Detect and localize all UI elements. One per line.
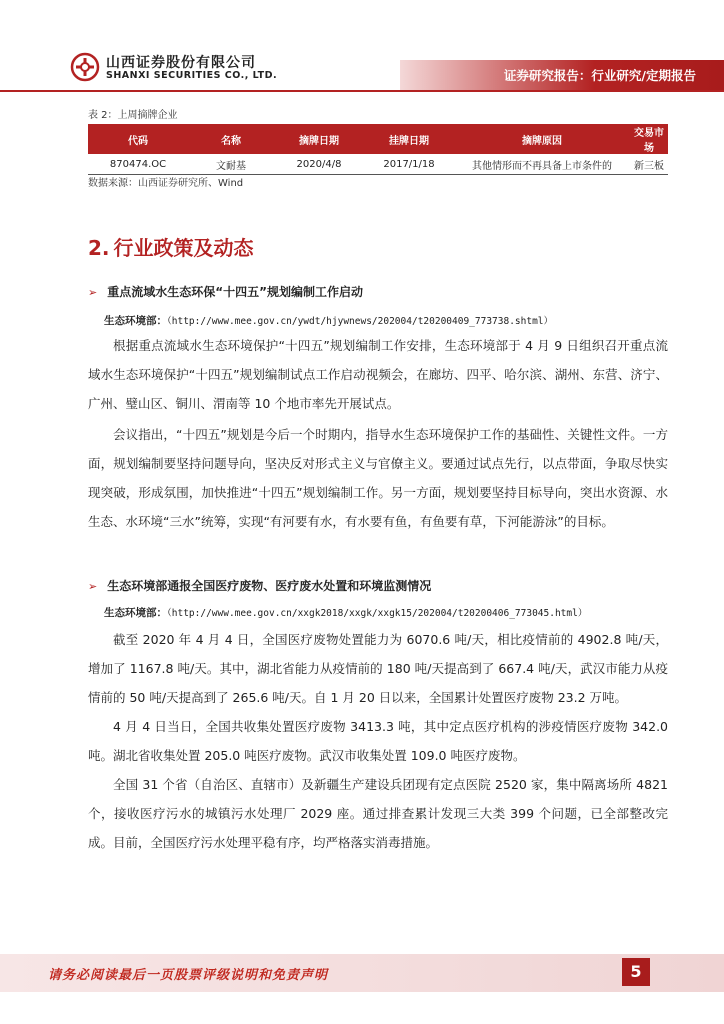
page-header xyxy=(0,0,724,100)
col-name: 名称 xyxy=(188,124,274,154)
bullet-arrow-icon: ➢ xyxy=(88,580,98,593)
report-type: 证券研究报告：行业研究/定期报告 xyxy=(503,68,696,83)
source-link[interactable]: （http://www.mee.gov.cn/ywdt/hjywnews/202004/t20200409_773738.shtml） xyxy=(167,316,554,327)
news-title-2: ➢ 生态环境部通报全国医疗废物、医疗废水处置和环境监测情况 xyxy=(88,579,432,593)
cell-delist-date: 2020/4/8 xyxy=(274,154,364,175)
header-divider xyxy=(0,90,724,92)
paragraph: 会议指出，“十四五”规划是今后一个时期内，指导水生态环境保护工作的基础性、关键性文件。一方面，规划编制要坚持问题导向，坚决反对形式主义与官僚主义。要通过试点先行，以点带面，争取尽快实现突破，形成氛围，加快推进“十四五”规划编制工作。另一方面，规划要坚持目标导向，突出水资源、水生态、水环境“三水”统筹，实现“有河要有水，有水要有鱼，有鱼要有草，下河能游泳”的目标。 xyxy=(88,427,668,529)
news-title-1: ➢ 重点流域水生态环保“十四五”规划编制工作启动 xyxy=(88,285,363,299)
table-row xyxy=(88,154,668,175)
cell-reason: 其他情形而不再具备上市条件的 xyxy=(454,154,630,175)
col-market: 交易市场 xyxy=(630,124,668,154)
paragraph: 截至 2020 年 4 月 4 日，全国医疗废物处置能力为 6070.6 吨/天，相比疫情前的 4902.8 吨/天，增加了 1167.8 吨/天。其中，湖北省能力从疫情前的 180 吨/天提高到了 667.4 吨/天，武汉市能力从疫情前的 50 吨/天提高到了 265.6 吨/天。自 1 月 20 日以来，全国累计处置医疗废物 23.2 万吨。 xyxy=(88,632,668,705)
section-title: 行业政策及动态 xyxy=(113,236,254,260)
delisted-table xyxy=(88,124,668,175)
paragraph: 全国 31 个省（自治区、直辖市）及新疆生产建设兵团现有定点医院 2520 家，集中隔离场所 4821 个，接收医疗污水的城镇污水处理厂 2029 座。通过排查累计发现三大类 399 个问题，已全部整改完成。目前，全国医疗污水处理平稳有序，均严格落实消毒措施。 xyxy=(88,777,668,850)
table-header-row xyxy=(88,124,668,154)
section-number: 2. xyxy=(88,236,110,260)
page-number: 5 xyxy=(622,958,650,986)
source-link[interactable]: （http://www.mee.gov.cn/xxgk2018/xxgk/xxgk15/202004/t20200406_773045.html） xyxy=(167,608,588,619)
section-heading xyxy=(88,232,254,261)
paragraph: 4 月 4 日当日，全国共收集处置医疗废物 3413.3 吨，其中定点医疗机构的涉疫情医疗废物 342.0 吨。湖北省收集处置 205.0 吨医疗废物。武汉市收集处置 109.0 吨医疗废物。 xyxy=(88,719,668,763)
cell-code: 870474.OC xyxy=(88,154,188,175)
company-logo-icon xyxy=(70,52,100,82)
disclaimer: 请务必阅读最后一页股票评级说明和免责声明 xyxy=(48,968,329,983)
cell-name: 文耐基 xyxy=(188,154,274,175)
col-code: 代码 xyxy=(88,124,188,154)
bullet-arrow-icon: ➢ xyxy=(88,286,98,299)
col-list-date: 挂牌日期 xyxy=(364,124,454,154)
cell-list-date: 2017/1/18 xyxy=(364,154,454,175)
col-reason: 摘牌原因 xyxy=(454,124,630,154)
paragraph: 根据重点流域水生态环境保护“十四五”规划编制工作安排，生态环境部于 4 月 9 日组织召开重点流域水生态环境保护“十四五”规划编制试点工作启动视频会，在廊坊、四平、哈尔滨、湖州、东营、济宁、广州、璧山区、铜川、渭南等 10 个地市率先开展试点。 xyxy=(88,338,668,411)
company-name-en: SHANXI SECURITIES CO., LTD. xyxy=(106,70,278,81)
company-name-cn: 山西证券股份有限公司 xyxy=(106,55,256,71)
news-source-1: 生态环境部：（http://www.mee.gov.cn/ywdt/hjywnews/202004/t20200409_773738.shtml） xyxy=(104,315,554,327)
table-source: 数据来源：山西证券研究所、Wind xyxy=(88,178,244,189)
news-source-2: 生态环境部：（http://www.mee.gov.cn/xxgk2018/xxgk/xxgk15/202004/t20200406_773045.html） xyxy=(104,607,588,619)
table-caption: 表 2：上周摘牌企业 xyxy=(88,110,178,121)
cell-market: 新三板 xyxy=(630,154,668,175)
col-delist-date: 摘牌日期 xyxy=(274,124,364,154)
